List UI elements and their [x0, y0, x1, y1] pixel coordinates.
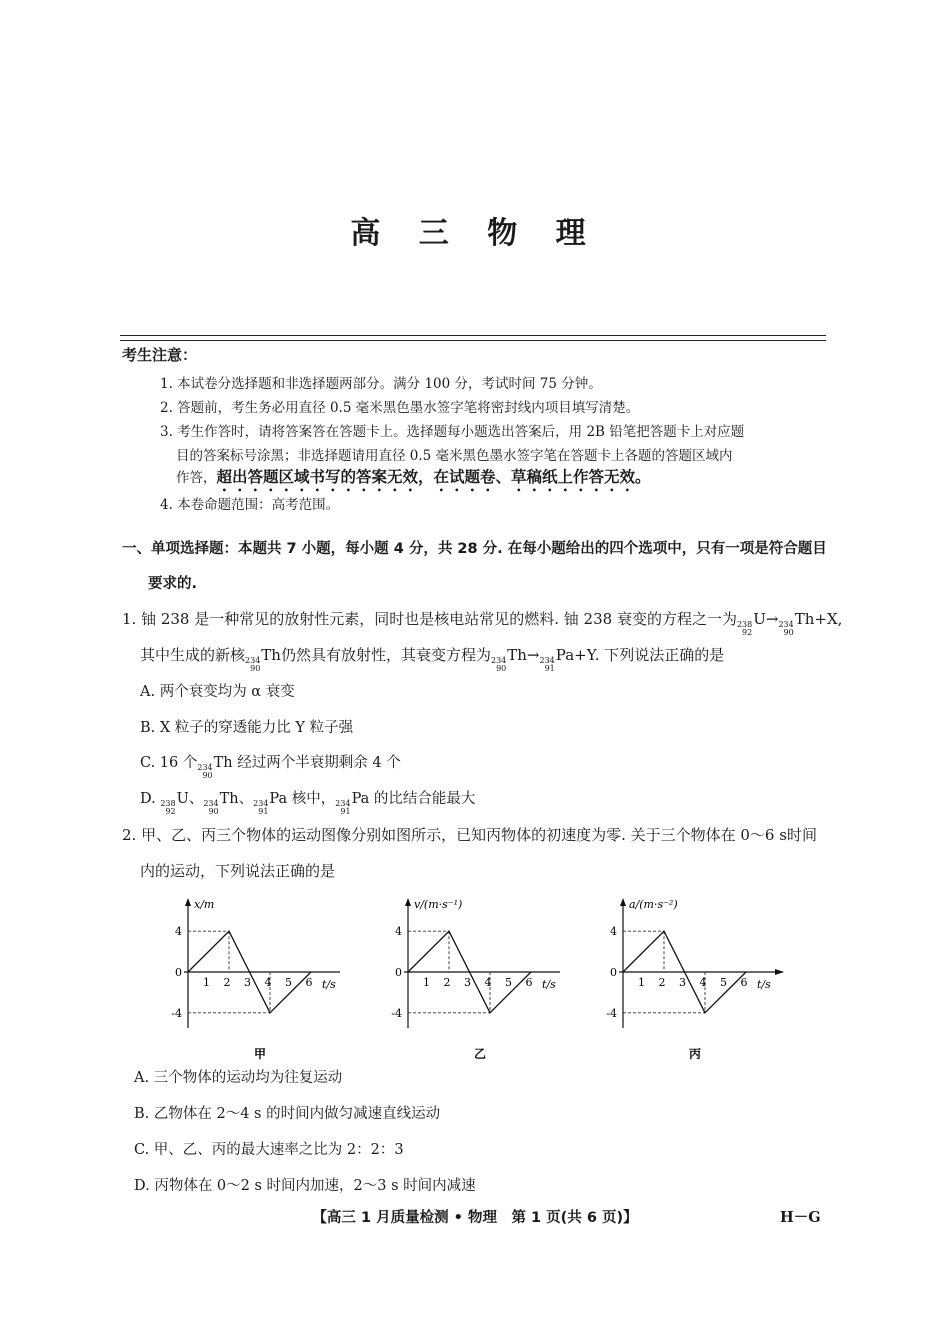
y-tick-label: 4	[610, 925, 617, 939]
y-tick-label: -4	[171, 1006, 182, 1020]
q2-option-b: B. 乙物体在 2～4 s 的时间内做匀减速直线运动	[134, 1106, 441, 1122]
y-tick-label: 0	[175, 966, 182, 979]
graph-jia	[160, 890, 340, 1065]
q2-option-d: D. 丙物体在 0～2 s 时间内加速，2～3 s 时间内减速	[134, 1178, 476, 1194]
x-tick-label: 3	[244, 976, 251, 989]
u-isotope: 238 92	[160, 799, 176, 816]
x-tick-label: 6	[525, 976, 533, 989]
y-axis-arrow	[620, 898, 626, 906]
x-axis-label: t/s	[757, 978, 771, 991]
y-axis-label: x/m	[194, 898, 215, 911]
y-axis-arrow	[405, 898, 411, 906]
x-tick-label: 4	[484, 976, 492, 989]
x-tick-label: 3	[679, 976, 686, 989]
x-tick-label: 5	[285, 976, 292, 989]
section-heading-cont: 要求的.	[148, 576, 198, 592]
x-tick-label: 1	[423, 976, 430, 989]
y-tick-label: -4	[391, 1006, 402, 1020]
graph-caption: 乙	[473, 1047, 487, 1061]
notice-item-2: 2. 答题前，考生务必用直径 0.5 毫米黑色墨水签字笔将密封线内项目填写清楚。	[160, 400, 640, 416]
x-tick-label: 4	[264, 976, 272, 989]
q1-line-1	[122, 608, 842, 637]
q1-text-a: 1. 铀 238 是一种常见的放射性元素，同时也是核电站常见的燃料. 铀 238 衰变的方程之一为	[122, 610, 737, 628]
x-axis-label: t/s	[322, 978, 336, 991]
graph-bing	[595, 890, 785, 1065]
page-title: 高 三 物 理	[350, 216, 600, 251]
q2-option-a: A. 三个物体的运动均为往复运动	[134, 1070, 343, 1086]
q1-reaction2-tail: Pa+Y	[555, 646, 595, 664]
notice-item-3-line-3	[176, 465, 651, 495]
q1-th-symbol: Th	[261, 646, 281, 664]
q1-reaction1: U→	[753, 610, 779, 628]
notice-item-3-line-2: 目的答案标号涂黑；非选择题请用直径 0.5 毫米黑色墨水签字笔在答题卡上各题的答题区域内	[176, 448, 733, 464]
th-isotope: 234 90	[197, 763, 213, 780]
notice-item-4: 4. 本卷命题范围：高考范围。	[160, 497, 340, 513]
top-rule-2	[120, 340, 826, 341]
y-tick-label: 0	[395, 966, 402, 979]
graph-caption: 甲	[253, 1047, 267, 1061]
q1-text-b: 其中生成的新核	[140, 646, 246, 664]
u-isotope: 238 92	[736, 620, 753, 637]
top-rule-1	[120, 335, 826, 336]
q1-line-2	[140, 644, 724, 673]
x-tick-label: 4	[699, 976, 707, 989]
section-heading: 一、单项选择题：本题共 7 小题，每小题 4 分，共 28 分. 在每小题给出的四个选项中，只有一项是符合题目	[122, 541, 827, 557]
x-tick-label: 2	[223, 976, 231, 989]
x-tick-label: 5	[720, 976, 727, 989]
y-axis-label: v/(m·s⁻¹)	[414, 898, 463, 911]
x-tick-label: 6	[305, 976, 313, 989]
x-tick-label: 5	[505, 976, 512, 989]
notice-item-3-prefix: 作答，	[176, 470, 217, 486]
paper-code: H－G	[780, 1209, 821, 1226]
notice-heading: 考生注意：	[122, 346, 198, 364]
q1-option-a: A. 两个衰变均为 α 衰变	[140, 684, 295, 700]
y-axis-label: a/(m·s⁻²)	[629, 898, 678, 911]
x-tick-label: 2	[658, 976, 666, 989]
q2-line-1: 2. 甲、乙、丙三个物体的运动图像分别如图所示，已知丙物体的初速度为零. 关于三个物体在 0～6 s时间	[122, 826, 817, 844]
th-isotope: 234 90	[245, 656, 261, 673]
x-axis-label: t/s	[542, 978, 556, 991]
q1-text-d: . 下列说法正确的是	[594, 646, 725, 664]
y-tick-label: -4	[606, 1006, 617, 1020]
q1-reaction2: Th→	[507, 646, 540, 664]
y-tick-label: 4	[395, 925, 402, 939]
q1-option-c: C. 16 个 234 90 Th 经过两个半衰期剩余 4 个	[140, 755, 401, 780]
th-isotope: 234 90	[203, 799, 219, 816]
th-isotope: 234 90	[490, 656, 507, 673]
q1-text-c: 仍然具有放射性，其衰变方程为	[280, 646, 491, 664]
x-tick-label: 2	[443, 976, 451, 989]
q1-option-b: B. X 粒子的穿透能力比 Y 粒子强	[140, 720, 354, 736]
y-tick-label: 0	[610, 966, 617, 979]
y-axis-arrow	[185, 898, 191, 906]
q2-option-c: C. 甲、乙、丙的最大速率之比为 2：2：3	[134, 1142, 404, 1158]
x-tick-label: 3	[464, 976, 471, 989]
graph-yi	[380, 890, 560, 1065]
pa-isotope: 234 91	[335, 799, 351, 816]
q1-reaction1-tail: Th+X,	[794, 610, 843, 628]
pa-isotope: 234 91	[253, 799, 269, 816]
y-tick-label: 4	[175, 925, 182, 939]
graph-caption: 丙	[688, 1047, 702, 1061]
x-tick-label: 6	[740, 976, 748, 989]
q1-option-d: D. 238 92 U、 234 90 Th、 234 91 Pa 核中， 234 91 Pa 的比结合能最大	[140, 791, 476, 816]
q2-line-2: 内的运动，下列说法正确的是	[140, 862, 336, 880]
pa-isotope: 234 91	[539, 656, 555, 673]
notice-item-1: 1. 本试卷分选择题和非选择题两部分。满分 100 分，考试时间 75 分钟。	[160, 376, 602, 392]
notice-item-3-line-1: 3. 考生作答时，请将答案答在答题卡上。选择题每小题选出答案后，用 2B 铅笔把答题卡上对应题	[160, 424, 745, 440]
th-isotope: 234 90	[778, 620, 794, 637]
x-axis-arrow	[775, 969, 784, 975]
page-footer: 【高三 1 月质量检测 • 物理 第 1 页(共 6 页)】	[312, 1210, 638, 1226]
x-tick-label: 1	[638, 976, 645, 989]
x-tick-label: 1	[203, 976, 210, 989]
notice-emphasis: 超出答题区域书写的答案无效，在试题卷、草稿纸上作答无效。	[216, 468, 651, 486]
